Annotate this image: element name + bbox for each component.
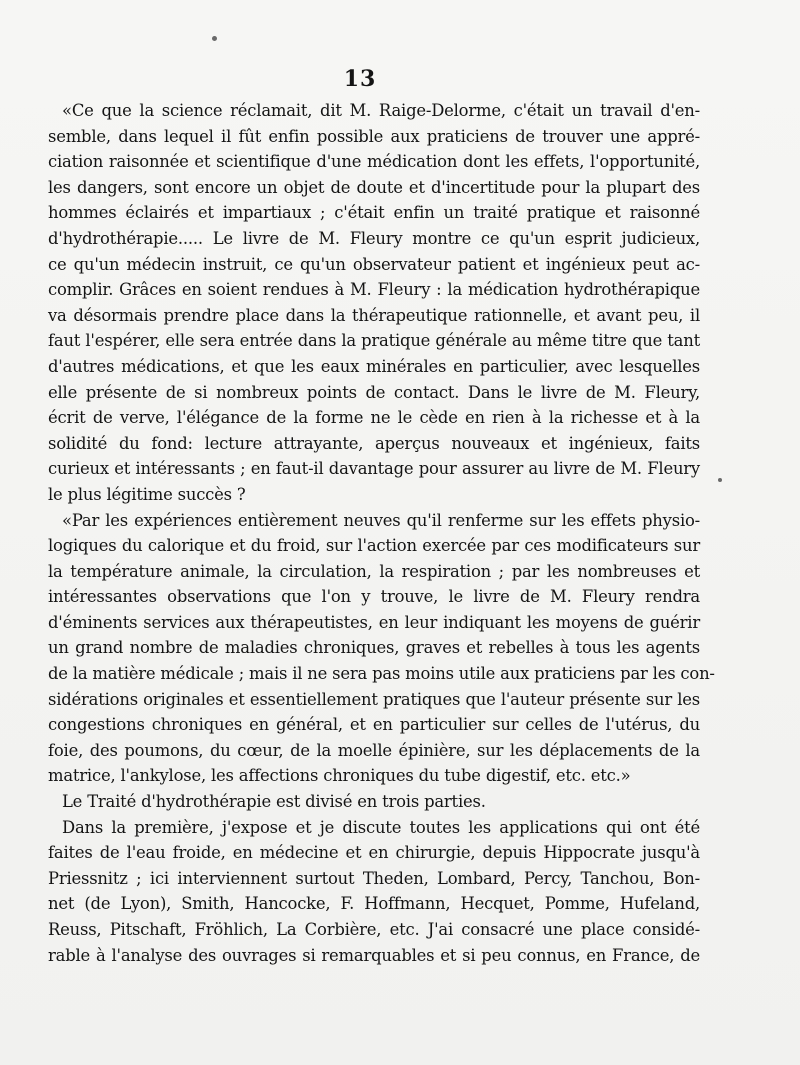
text-line: Le Traité d'hydrothérapie est divisé en trois parties. bbox=[62, 792, 486, 812]
page-number: 13 bbox=[343, 66, 377, 92]
text-line: intéressantes observations que l'on y trouve, le livre de M. Fleury rendra bbox=[48, 587, 700, 607]
text-line: Dans la première, j'expose et je discute toutes les applications qui ont été bbox=[62, 817, 700, 837]
text-line: va désormais prendre place dans la thérapeutique rationnelle, et avant peu, il bbox=[48, 305, 700, 325]
text-line: matrice, l'ankylose, les affections chroniques du tube digestif, etc. etc.» bbox=[48, 766, 631, 786]
text-line: hommes éclairés et impartiaux ; c'était enfin un traité pratique et raisonné bbox=[48, 203, 700, 223]
text-line: écrit de verve, l'élégance de la forme ne le cède en rien à la richesse et à la bbox=[48, 408, 700, 428]
text-line: d'éminents services aux thérapeutistes, en leur indiquant les moyens de guérir bbox=[48, 612, 700, 632]
ink-speck bbox=[212, 36, 217, 41]
ink-speck bbox=[718, 478, 722, 482]
text-line: un grand nombre de maladies chroniques, graves et rebelles à tous les agents bbox=[48, 638, 700, 658]
text-line: rable à l'analyse des ouvrages si remarquables et si peu connus, en France, de bbox=[48, 945, 700, 965]
text-line: foie, des poumons, du cœur, de la moelle épinière, sur les déplacements de la bbox=[48, 740, 700, 760]
text-line: «Ce que la science réclamait, dit M. Raige-Delorme, c'était un travail d'en- bbox=[62, 101, 700, 120]
text-line: les dangers, sont encore un objet de doute et d'incertitude pour la plupart des bbox=[48, 177, 700, 197]
text-line: le plus légitime succès ? bbox=[48, 484, 246, 504]
text-line: logiques du calorique et du froid, sur l'action exercée par ces modificateurs sur bbox=[48, 536, 700, 556]
text-line: Priessnitz ; ici interviennent surtout Theden, Lombard, Percy, Tanchou, Bon- bbox=[48, 868, 700, 888]
text-line: faut l'espérer, elle sera entrée dans la pratique générale au même titre que tant bbox=[48, 331, 700, 351]
text-line: ce qu'un médecin instruit, ce qu'un observateur patient et ingénieux peut ac- bbox=[48, 254, 700, 274]
text-line: complir. Grâces en soient rendues à M. Fleury : la médication hydrothérapique bbox=[48, 280, 700, 300]
text-line: congestions chroniques en général, et en particulier sur celles de l'utérus, du bbox=[48, 715, 700, 735]
text-line: de la matière médicale ; mais il ne sera pas moins utile aux praticiens par les con- bbox=[48, 664, 715, 684]
text-line: Reuss, Pitschaft, Fröhlich, La Corbière, etc. J'ai consacré une place considé- bbox=[48, 920, 700, 939]
text-line: solidité du fond: lecture attrayante, aperçus nouveaux et ingénieux, faits bbox=[48, 433, 700, 453]
text-line: «Par les expériences entièrement neuves qu'il renferme sur les effets physio- bbox=[62, 510, 700, 530]
text-line: faites de l'eau froide, en médecine et en chirurgie, depuis Hippocrate jusqu'à bbox=[48, 843, 700, 863]
text-line: d'autres médications, et que les eaux minérales en particulier, avec lesquelles bbox=[48, 356, 700, 376]
body-text bbox=[48, 98, 715, 968]
text-line: la température animale, la circulation, la respiration ; par les nombreuses et bbox=[48, 561, 700, 581]
text-line: elle présente de si nombreux points de contact. Dans le livre de M. Fleury, bbox=[48, 382, 700, 402]
text-line: sidérations originales et essentiellement pratiques que l'auteur présente sur les bbox=[48, 689, 700, 709]
text-line: curieux et intéressants ; en faut-il davantage pour assurer au livre de M. Fleury bbox=[48, 459, 700, 479]
text-line: semble, dans lequel il fût enfin possible aux praticiens de trouver une appré- bbox=[48, 126, 700, 146]
text-line: ciation raisonnée et scientifique d'une médication dont les effets, l'opportunité, bbox=[48, 152, 700, 172]
text-line: d'hydrothérapie..... Le livre de M. Fleury montre ce qu'un esprit judicieux, bbox=[48, 228, 700, 248]
text-line: net (de Lyon), Smith, Hancocke, F. Hoffmann, Hecquet, Pomme, Hufeland, bbox=[48, 894, 700, 914]
